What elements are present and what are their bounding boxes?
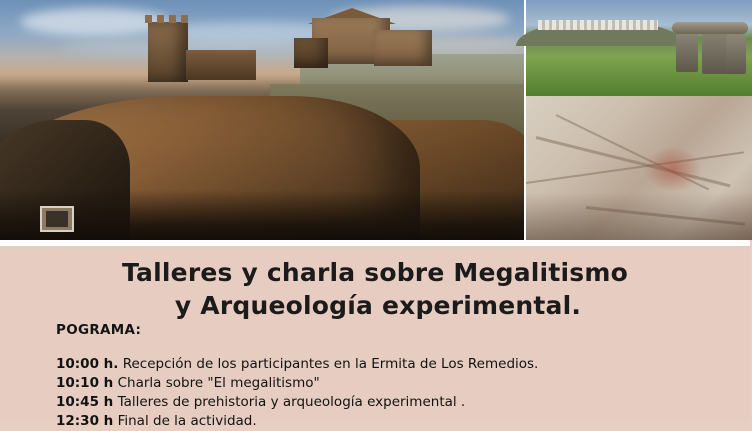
schedule-description: Final de la actividad.: [117, 413, 257, 429]
hermitage-building: [290, 8, 440, 78]
village-houses: [538, 20, 658, 30]
schedule-time: 10:00 h.: [56, 356, 119, 372]
dolmen-capstone: [672, 22, 748, 34]
dolmen-upright-stone: [676, 30, 698, 72]
dolmen-upright-stone: [726, 34, 746, 74]
foreground-shadow: [0, 190, 524, 240]
program-label: POGRAMA:: [56, 322, 142, 338]
title-line-2: y Arqueología experimental.: [174, 291, 582, 320]
schedule-description: Charla sobre "El megalitismo": [117, 375, 320, 391]
list-item: [56, 412, 696, 431]
stone-tower: [148, 22, 188, 82]
page-title: [0, 246, 750, 322]
title-line-1: Talleres y charla sobre Megalitismo: [122, 258, 628, 287]
schedule-time: 10:45 h: [56, 394, 114, 410]
schedule-time: 12:30 h: [56, 413, 114, 429]
building-block: [374, 30, 432, 66]
framed-artifact: [40, 206, 74, 232]
castle-ruin-sunset-photo: [0, 0, 524, 240]
stone-wall: [186, 50, 256, 80]
schedule-description: Recepción de los participantes en la Ermita de Los Remedios.: [122, 356, 539, 372]
list-item: [56, 374, 696, 393]
building-block: [294, 38, 328, 68]
schedule-time: 10:10 h: [56, 375, 114, 391]
dolmen-green-field-photo: [524, 0, 752, 98]
list-item: [56, 393, 696, 412]
list-item: [56, 355, 696, 374]
rock-shadow: [526, 192, 752, 240]
schedule-list: [56, 355, 696, 431]
rock-engraving-photo: [524, 96, 752, 240]
poster-content: [0, 246, 750, 429]
ochre-pigment-mark: [644, 146, 702, 192]
schedule-description: Talleres de prehistoria y arqueología experimental .: [117, 394, 466, 410]
